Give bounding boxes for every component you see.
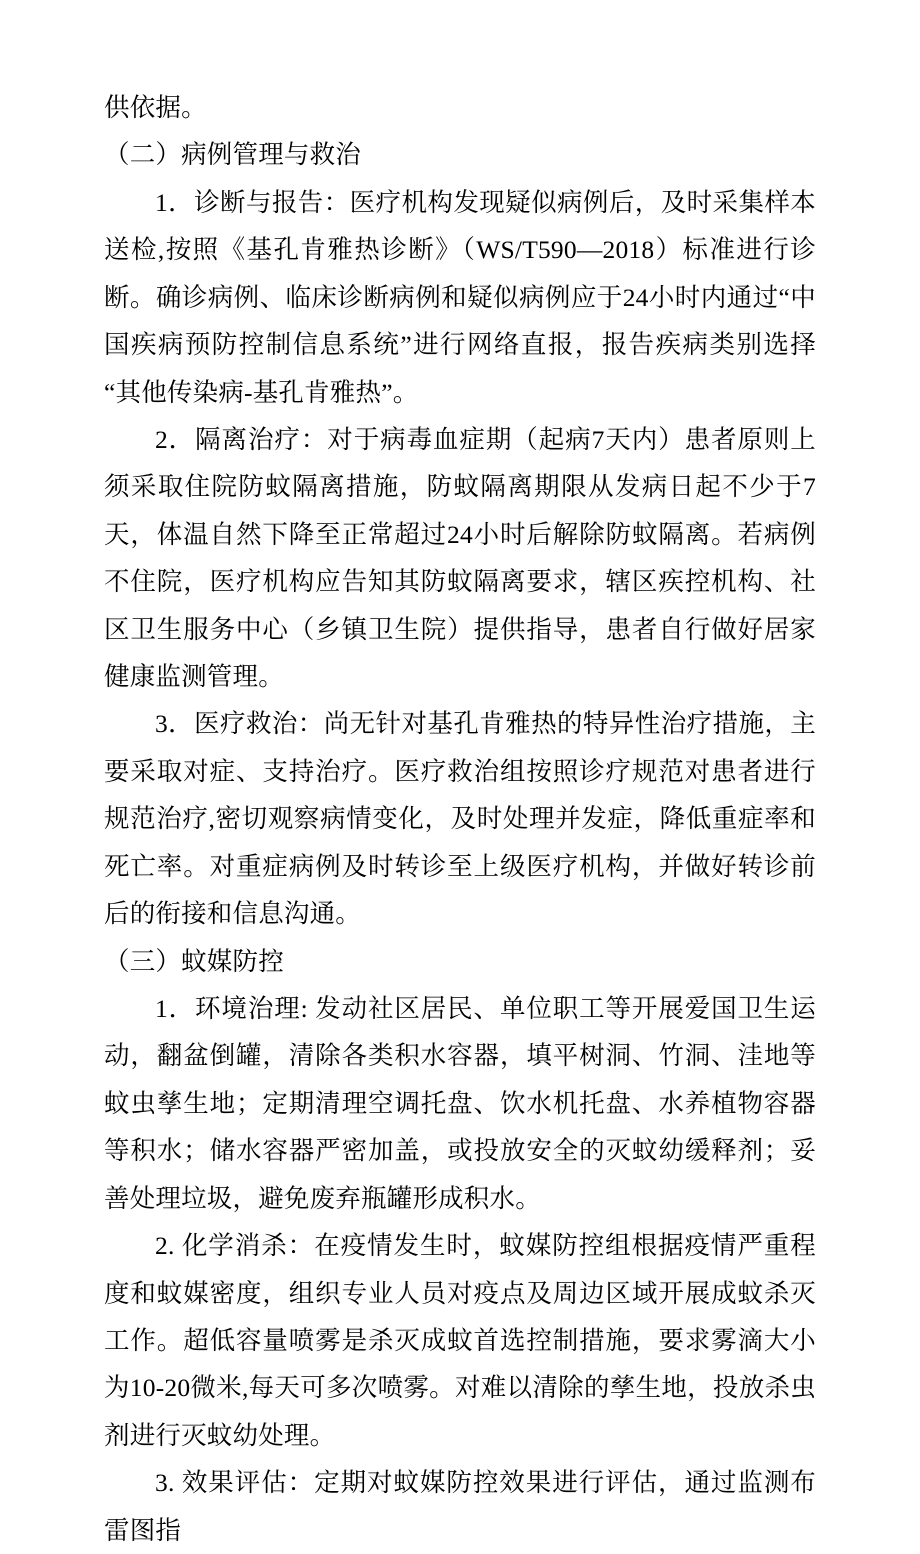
paragraph-environmental-management: 1．环境治理: 发动社区居民、单位职工等开展爱国卫生运动，翻盆倒罐，清除各类积水容器，填平树洞、竹洞、洼地等蚊虫孳生地；定期清理空调托盘、饮水机托盘、水养植物容器等积水；储水容器严密加盖，或投放安全的灭蚊幼缓释剂；妥善处理垃圾，避免废弃瓶罐形成积水。 [104,994,816,1213]
paragraph-medical-treatment: 3．医疗救治：尚无针对基孔肯雅热的特异性治疗措施，主要采取对症、支持治疗。医疗救治组按照诊疗规范对患者进行规范治疗,密切观察病情变化，及时处理并发症，降低重症率和死亡率。对重症病例及时转诊至上级医疗机构，并做好转诊前后的衔接和信息沟通。 [104,709,816,929]
paragraph-diagnosis-report: 1．诊断与报告：医疗机构发现疑似病例后，及时采集样本送检,按照《基孔肯雅热诊断》（WS/T590—2018）标准进行诊断。确诊病例、临床诊断病例和疑似病例应于24小时内通过“中国疾病预防控制信息系统”进行网络直报，报告疾病类别选择“其他传染病-基孔肯雅热”。 [104,187,816,407]
paragraph-continuation: 供依据。 [104,93,207,122]
heading-case-management: （二）病例管理与救治 [104,140,362,170]
heading-mosquito-control: （三）蚊媒防控 [104,946,284,976]
document-body [104,84,816,1554]
paragraph-isolation-treatment: 2．隔离治疗：对于病毒血症期（起病7天内）患者原则上须采取住院防蚊隔离措施，防蚊隔离期限从发病日起不少于7天，体温自然下降至正常超过24小时后解除防蚊隔离。若病例不住院，医疗机构应告知其防蚊隔离要求，辖区疾控机构、社区卫生服务中心（乡镇卫生院）提供指导，患者自行做好居家健康监测管理。 [104,424,816,692]
paragraph-chemical-killing: 2. 化学消杀：在疫情发生时，蚊媒防控组根据疫情严重程度和蚊媒密度，组织专业人员对疫点及周边区域开展成蚊杀灭工作。超低容量喷雾是杀灭成蚊首选控制措施，要求雾滴大小为10-20微米,每天可多次喷雾。对难以清除的孳生地，投放杀虫剂进行灭蚊幼处理。 [104,1231,816,1450]
paragraph-effect-evaluation: 3. 效果评估：定期对蚊媒防控效果进行评估，通过监测布雷图指 [104,1468,816,1545]
